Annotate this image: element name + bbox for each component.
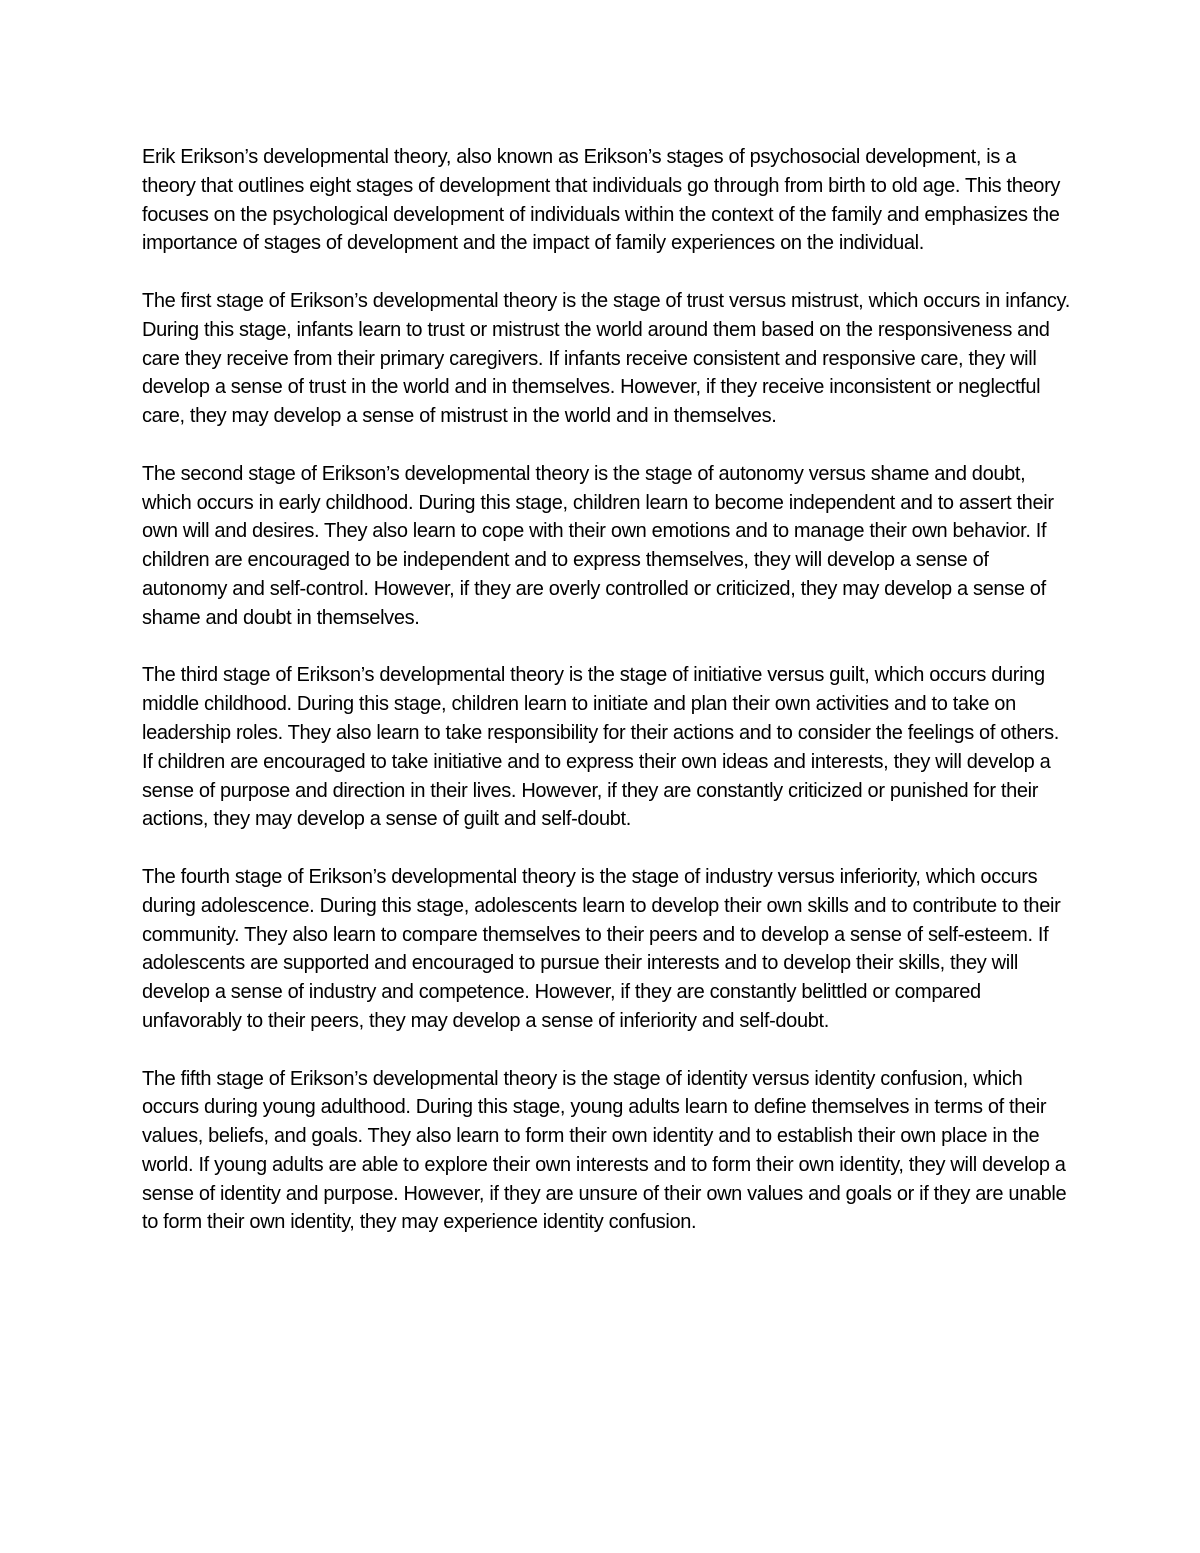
- paragraph-stage-4: The fourth stage of Erikson’s developmental theory is the stage of industry versus inferiority, which occurs during adolescence. During this stage, adolescents learn to develop their own skills and to contribute to their community. They also learn to compare themselves to their peers and to develop a sense of self-esteem. If adolescents are supported and encouraged to pursue their interests and to develop their skills, they will develop a sense of industry and competence. However, if they are constantly belittled or compared unfavorably to their peers, they may develop a sense of inferiority and self-doubt.: [142, 865, 1061, 1032]
- paragraph-stage-1: The first stage of Erikson’s developmental theory is the stage of trust versus mistrust, which occurs in infancy. During this stage, infants learn to trust or mistrust the world around them based on the responsiveness and care they receive from their primary caregivers. If infants receive consistent and responsive care, they will develop a sense of trust in the world and in themselves. However, if they receive inconsistent or neglectful care, they may develop a sense of mistrust in the world and in themselves.: [142, 289, 1070, 428]
- document-body: [142, 143, 1072, 1266]
- paragraph-stage-3: The third stage of Erikson’s developmental theory is the stage of initiative versus guilt, which occurs during middle childhood. During this stage, children learn to initiate and plan their own activities and to take on leadership roles. They also learn to take responsibility for their actions and to consider the feelings of others. If children are encouraged to take initiative and to express their own ideas and interests, they will develop a sense of purpose and direction in their lives. However, if they are constantly criticized or punished for their actions, they may develop a sense of guilt and self-doubt.: [142, 664, 1059, 831]
- paragraph-intro: Erik Erikson’s developmental theory, also known as Erikson’s stages of psychosocial development, is a theory that outlines eight stages of development that individuals go through from birth to old age. This theory focuses on the psychological development of individuals within the context of the family and emphasizes the importance of stages of development and the impact of family experiences on the individual.: [142, 146, 1061, 255]
- paragraph-stage-5: The fifth stage of Erikson’s developmental theory is the stage of identity versus identity confusion, which occurs during young adulthood. During this stage, young adults learn to define themselves in terms of their values, beliefs, and goals. They also learn to form their own identity and to establish their own place in the world. If young adults are able to explore their own interests and to form their own identity, they will develop a sense of identity and purpose. However, if they are unsure of their own values and goals or if they are unable to form their own identity, they may experience identity confusion.: [142, 1067, 1067, 1234]
- paragraph-stage-2: The second stage of Erikson’s developmental theory is the stage of autonomy versus shame and doubt, which occurs in early childhood. During this stage, children learn to become independent and to assert their own will and desires. They also learn to cope with their own emotions and to manage their own behavior. If children are encouraged to be independent and to express themselves, they will develop a sense of autonomy and self-control. However, if they are overly controlled or criticized, they may develop a sense of shame and doubt in themselves.: [142, 462, 1054, 629]
